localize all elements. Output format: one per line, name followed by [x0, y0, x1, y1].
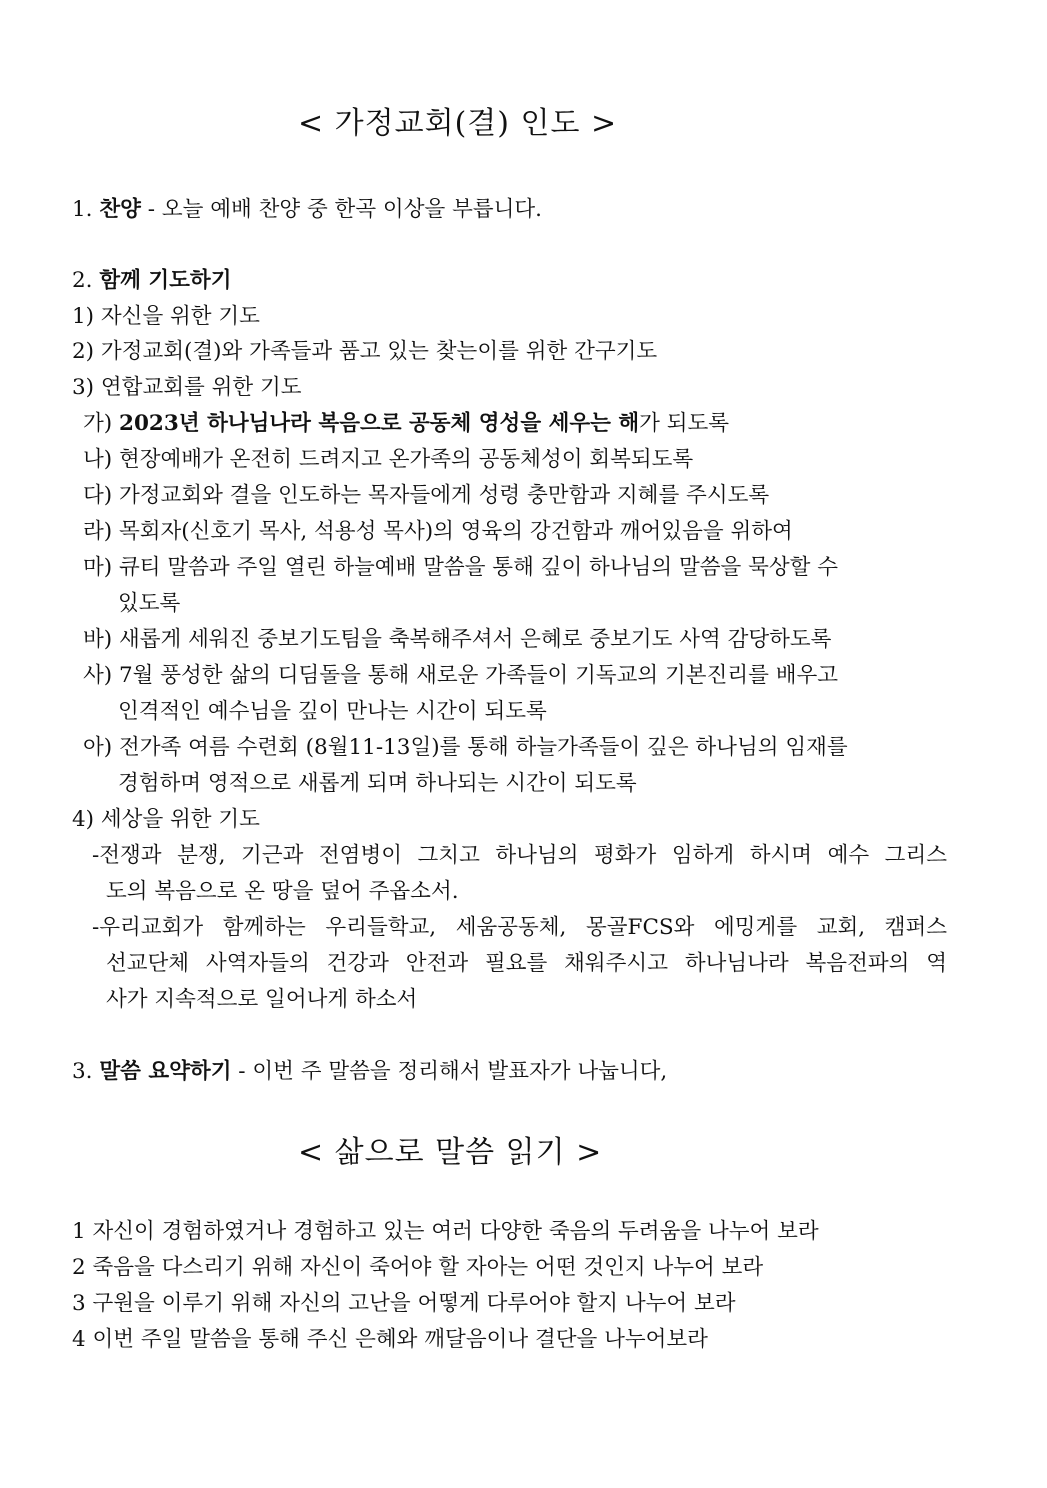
prayer-sub-a-cont: 경험하며 영적으로 새롭게 되며 하나되는 시간이 되도록	[118, 771, 637, 796]
section-number: 3.	[72, 1059, 93, 1084]
world-prayer-1: -전쟁과 분쟁, 기근과 전염병이 그치고 하나님의 평화가 임하게 하시며 예수 그리스	[92, 843, 947, 868]
prayer-sub-ra: 라) 목회자(신호기 목사, 석용성 목사)의 영육의 강건함과 깨어있음을 위하여	[83, 519, 793, 544]
section-text: - 오늘 예배 찬양 중 한곡 이상을 부릅니다.	[140, 197, 542, 222]
sub-bold-text: 2023년 하나님나라 복음으로 공동체 영성을 세우는 해	[119, 411, 640, 436]
prayer-item-family: 2) 가정교회(결)와 가족들과 품고 있는 찾는이를 위한 간구기도	[72, 339, 658, 364]
sub-prefix: 가)	[83, 411, 119, 436]
section-praise	[72, 195, 542, 225]
section-heading: 함께 기도하기	[99, 268, 232, 293]
world-prayer-1-cont: 도의 복음으로 온 땅을 덮어 주옵소서.	[106, 879, 459, 904]
section-summary	[72, 1057, 667, 1087]
prayer-sub-ma-cont: 있도록	[118, 591, 181, 616]
question-item: 1 자신이 경험하였거나 경험하고 있는 여러 다양한 죽음의 두려움을 나누어 보라	[72, 1219, 819, 1244]
section-number: 2.	[72, 268, 93, 293]
world-prayer-2: -우리교회가 함께하는 우리들학교, 세움공동체, 몽골FCS와 에밍게를 교회, 캠퍼스	[92, 915, 947, 940]
section-subtitle: < 삶으로 말씀 읽기 >	[298, 1135, 603, 1170]
section-heading: 찬양	[99, 197, 141, 222]
prayer-sub-da: 다) 가정교회와 결을 인도하는 목자들에게 성령 충만함과 지혜를 주시도록	[83, 483, 770, 508]
prayer-sub-a: 아) 전가족 여름 수련회 (8월11-13일)를 통해 하늘가족들이 깊은 하나님의 임재를	[83, 735, 848, 760]
world-prayer-2-cont-end: 사가 지속적으로 일어나게 하소서	[106, 987, 418, 1012]
page-title: < 가정교회(결) 인도 >	[298, 106, 618, 141]
sub-suffix: 가 되도록	[639, 411, 730, 436]
prayer-sub-ma: 마) 큐티 말씀과 주일 열린 하늘예배 말씀을 통해 깊이 하나님의 말씀을 묵상할 수	[83, 555, 839, 580]
prayer-item-self: 1) 자신을 위한 기도	[72, 304, 260, 329]
world-prayer-2-cont: 선교단체 사역자들의 건강과 안전과 필요를 채워주시고 하나님나라 복음전파의 역	[106, 951, 947, 976]
prayer-sub-ga	[83, 409, 729, 439]
prayer-item-church: 3) 연합교회를 위한 기도	[72, 375, 302, 400]
section-prayer	[72, 266, 231, 296]
question-item: 3 구원을 이루기 위해 자신의 고난을 어떻게 다루어야 할지 나누어 보라	[72, 1291, 736, 1316]
question-item: 2 죽음을 다스리기 위해 자신이 죽어야 할 자아는 어떤 것인지 나누어 보라	[72, 1255, 764, 1280]
prayer-sub-sa: 사) 7월 풍성한 삶의 디딤돌을 통해 새로운 가족들이 기독교의 기본진리를 배우고	[83, 663, 839, 688]
section-text: - 이번 주 말씀을 정리해서 발표자가 나눕니다,	[231, 1059, 668, 1084]
section-heading: 말씀 요약하기	[99, 1059, 232, 1084]
prayer-item-world: 4) 세상을 위한 기도	[72, 807, 260, 832]
question-item: 4 이번 주일 말씀을 통해 주신 은혜와 깨달음이나 결단을 나누어보라	[72, 1327, 708, 1352]
prayer-sub-sa-cont: 인격적인 예수님을 깊이 만나는 시간이 되도록	[118, 699, 547, 724]
section-number: 1.	[72, 197, 93, 222]
prayer-sub-na: 나) 현장예배가 온전히 드려지고 온가족의 공동체성이 회복되도록	[83, 447, 694, 472]
prayer-sub-ba: 바) 새롭게 세워진 중보기도팀을 축복해주셔서 은혜로 중보기도 사역 감당하도록	[83, 627, 832, 652]
